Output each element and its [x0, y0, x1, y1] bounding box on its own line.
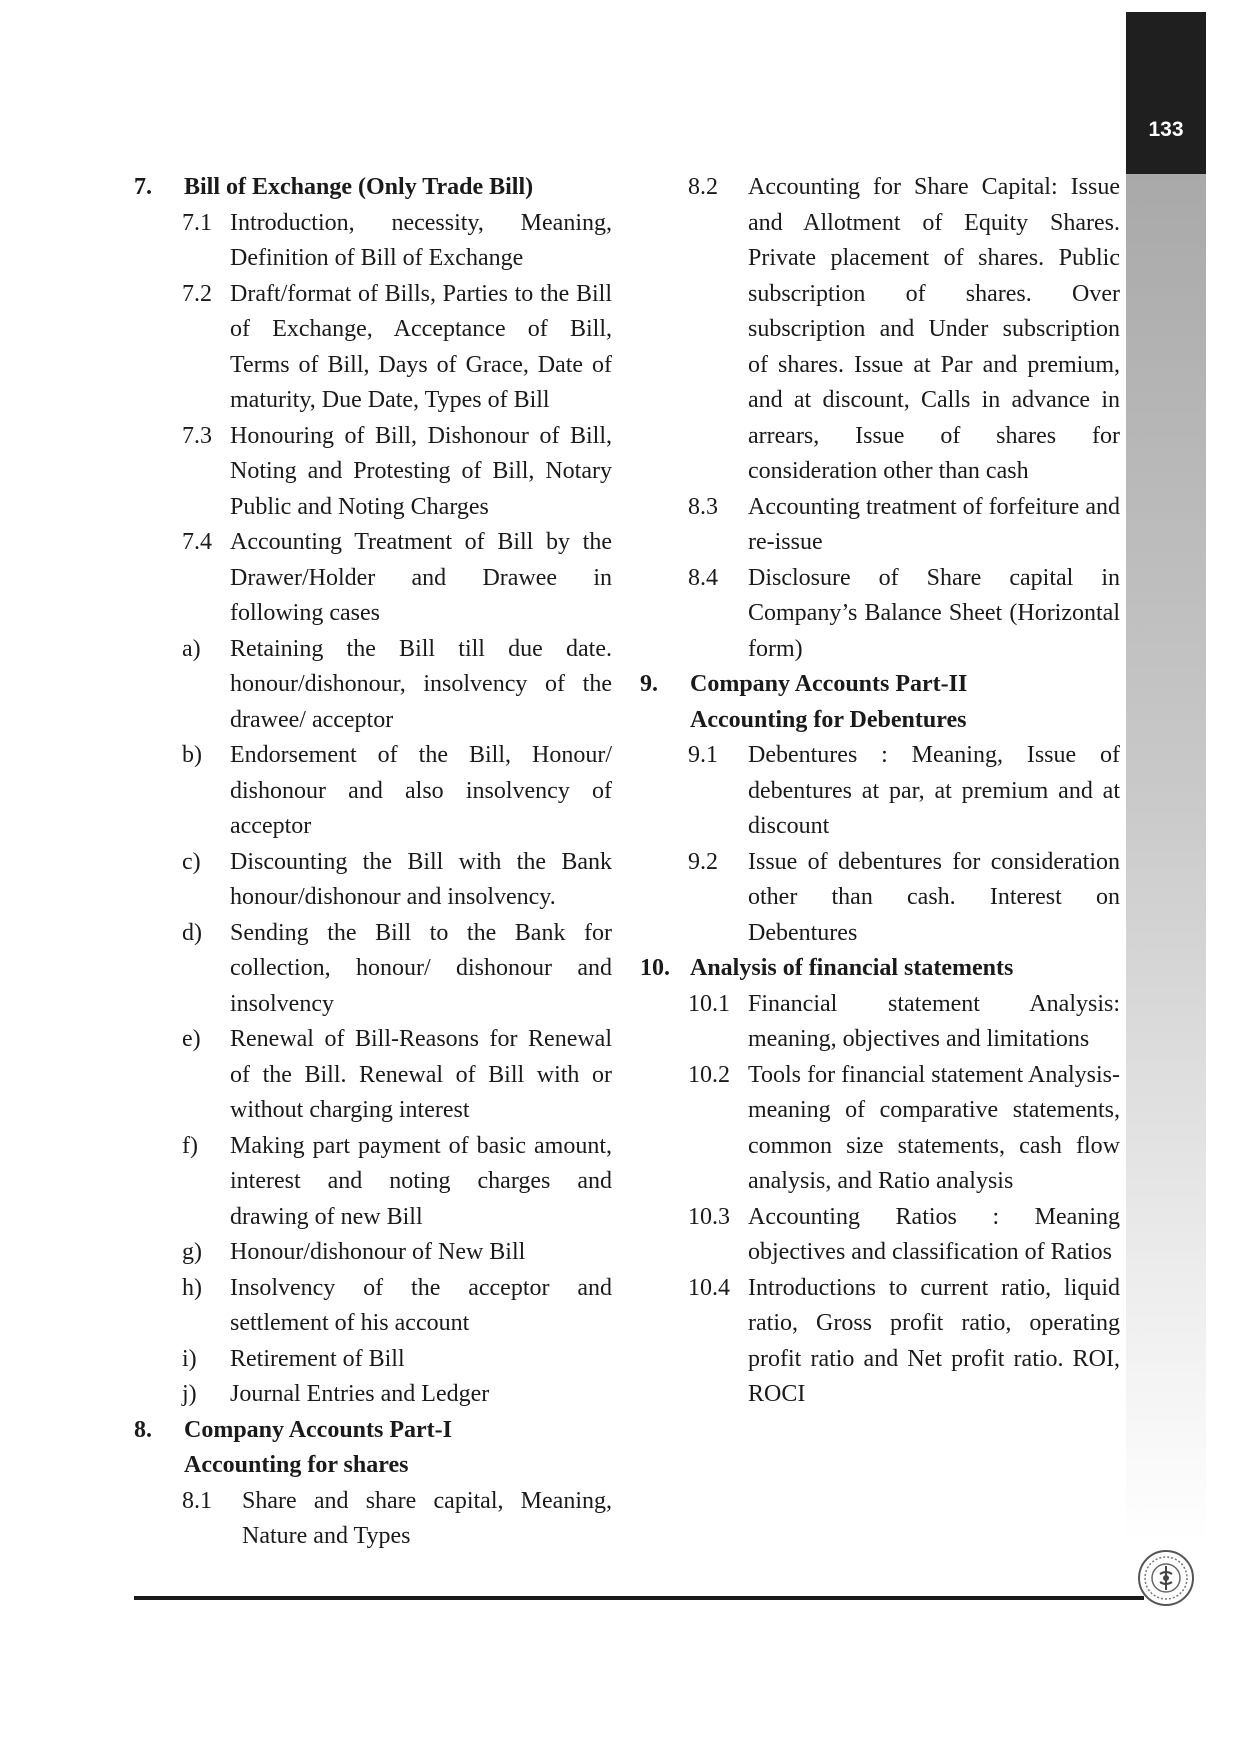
- item-text: Disclosure of Share capital in Company’s Balance Sheet (Horizontal form): [748, 564, 1120, 662]
- section-number: 10.: [640, 955, 670, 981]
- list-item: [134, 845, 612, 916]
- list-item: [640, 987, 1120, 1058]
- item-text: Endorsement of the Bill, Honour/ dishonour and also insolvency of acceptor: [230, 742, 612, 839]
- item-number: 9.1: [688, 742, 718, 768]
- left-column: [134, 170, 612, 1555]
- list-item: [640, 845, 1120, 952]
- item-text: Issue of debentures for consideration other than cash. Interest on Debentures: [748, 848, 1120, 946]
- list-item: [640, 738, 1120, 845]
- item-number: h): [182, 1274, 202, 1301]
- item-number: b): [182, 742, 202, 768]
- item-number: 8.3: [688, 493, 718, 520]
- item-text: Accounting Ratios : Meaning objectives and classification of Ratios: [748, 1203, 1120, 1265]
- section-9-heading: [640, 667, 1120, 703]
- section-title: Company Accounts Part-II: [690, 671, 968, 697]
- item-number: 8.1: [182, 1487, 212, 1514]
- section-title: Analysis of financial statements: [690, 955, 1014, 981]
- item-number: f): [182, 1132, 198, 1159]
- section-number: 7.: [134, 174, 152, 200]
- page-tab: [1126, 12, 1206, 174]
- list-item: [134, 525, 612, 632]
- item-text: Retirement of Bill: [230, 1345, 405, 1372]
- list-item: [134, 1271, 612, 1342]
- item-number: 7.4: [182, 529, 212, 555]
- bottom-rule: [134, 1596, 1144, 1600]
- section-subtitle: Accounting for Debentures: [690, 706, 967, 733]
- item-number: 8.2: [688, 174, 718, 200]
- list-item: [134, 1377, 612, 1413]
- item-number: i): [182, 1345, 197, 1372]
- list-item: [640, 1271, 1120, 1413]
- list-item: [134, 419, 612, 526]
- list-item: [134, 1235, 612, 1271]
- item-number: c): [182, 848, 201, 875]
- list-item: [134, 916, 612, 1023]
- item-text: Sending the Bill to the Bank for collection, honour/ dishonour and insolvency: [230, 919, 612, 1017]
- list-item: [134, 738, 612, 845]
- item-text: Discounting the Bill with the Bank honour/dishonour and insolvency.: [230, 848, 612, 910]
- item-number: 7.1: [182, 209, 212, 236]
- item-text: Share and share capital, Meaning, Nature and Types: [242, 1487, 612, 1549]
- item-text: Accounting Treatment of Bill by the Drawer/Holder and Drawee in following cases: [230, 529, 612, 626]
- section-7-heading: [134, 170, 612, 206]
- item-number: 7.2: [182, 280, 212, 307]
- item-number: 9.2: [688, 848, 718, 875]
- item-text: Renewal of Bill-Reasons for Renewal of the Bill. Renewal of Bill with or without charging interest: [230, 1026, 612, 1123]
- side-gradient-band: [1126, 174, 1206, 1544]
- list-item: [640, 490, 1120, 561]
- list-item: [134, 277, 612, 419]
- item-text: Honouring of Bill, Dishonour of Bill, Noting and Protesting of Bill, Notary Public and Noting Charges: [230, 422, 612, 520]
- item-number: d): [182, 919, 202, 946]
- item-number: 10.3: [688, 1203, 730, 1230]
- list-item: [134, 1022, 612, 1129]
- item-text: Tools for financial statement Analysis-meaning of comparative statements, common size statements, cash flow analysis, and Ratio analysis: [748, 1061, 1120, 1194]
- item-number: 10.4: [688, 1274, 730, 1301]
- section-subtitle: Accounting for shares: [184, 1452, 409, 1478]
- section-number: 8.: [134, 1416, 152, 1443]
- item-number: 10.1: [688, 990, 730, 1017]
- item-number: j): [182, 1381, 197, 1407]
- section-title: Bill of Exchange (Only Trade Bill): [184, 174, 534, 200]
- item-text: Accounting treatment of forfeiture and re-issue: [748, 493, 1120, 555]
- item-number: 10.2: [688, 1061, 730, 1088]
- section-10-heading: [640, 951, 1120, 987]
- page-number: 133: [1148, 118, 1184, 141]
- right-column: [640, 170, 1120, 1413]
- list-item: [640, 170, 1120, 490]
- list-item: [640, 561, 1120, 668]
- item-text: Accounting for Share Capital: Issue and Allotment of Equity Shares. Private placement of shares. Public subscription of shares. Over subscription and Under subscription of shares. Issue at Par and premium, and at discount, Calls in advance in arrears, Issue of shares for consideration other than cash: [748, 174, 1120, 484]
- item-number: 8.4: [688, 564, 718, 591]
- list-item: [640, 1058, 1120, 1200]
- list-item: [134, 1484, 612, 1555]
- item-number: e): [182, 1026, 201, 1052]
- section-number: 9.: [640, 671, 658, 697]
- item-number: g): [182, 1239, 202, 1265]
- list-item: [134, 206, 612, 277]
- item-text: Introduction, necessity, Meaning, Definition of Bill of Exchange: [230, 209, 612, 271]
- list-item: [134, 1129, 612, 1236]
- item-text: Honour/dishonour of New Bill: [230, 1239, 526, 1265]
- emblem-seal-icon: [1136, 1548, 1196, 1608]
- section-title: Company Accounts Part-I: [184, 1416, 452, 1443]
- item-number: a): [182, 635, 201, 662]
- item-number: 7.3: [182, 422, 212, 449]
- item-text: Debentures : Meaning, Issue of debentures at par, at premium and at discount: [748, 742, 1120, 839]
- item-text: Financial statement Analysis: meaning, objectives and limitations: [748, 990, 1120, 1052]
- item-text: Draft/format of Bills, Parties to the Bill of Exchange, Acceptance of Bill, Terms of Bill, Days of Grace, Date of maturity, Due Date, Types of Bill: [230, 280, 612, 413]
- item-text: Making part payment of basic amount, interest and noting charges and drawing of new Bill: [230, 1132, 612, 1230]
- item-text: Journal Entries and Ledger: [230, 1381, 490, 1407]
- section-8-heading: [134, 1413, 612, 1449]
- list-item: [134, 632, 612, 739]
- list-item: [640, 1200, 1120, 1271]
- list-item: [134, 1342, 612, 1378]
- item-text: Introductions to current ratio, liquid ratio, Gross profit ratio, operating profit ratio and Net profit ratio. ROI, ROCI: [748, 1274, 1120, 1407]
- item-text: Insolvency of the acceptor and settlement of his account: [230, 1274, 612, 1336]
- item-text: Retaining the Bill till due date. honour/dishonour, insolvency of the drawee/ acceptor: [230, 635, 612, 733]
